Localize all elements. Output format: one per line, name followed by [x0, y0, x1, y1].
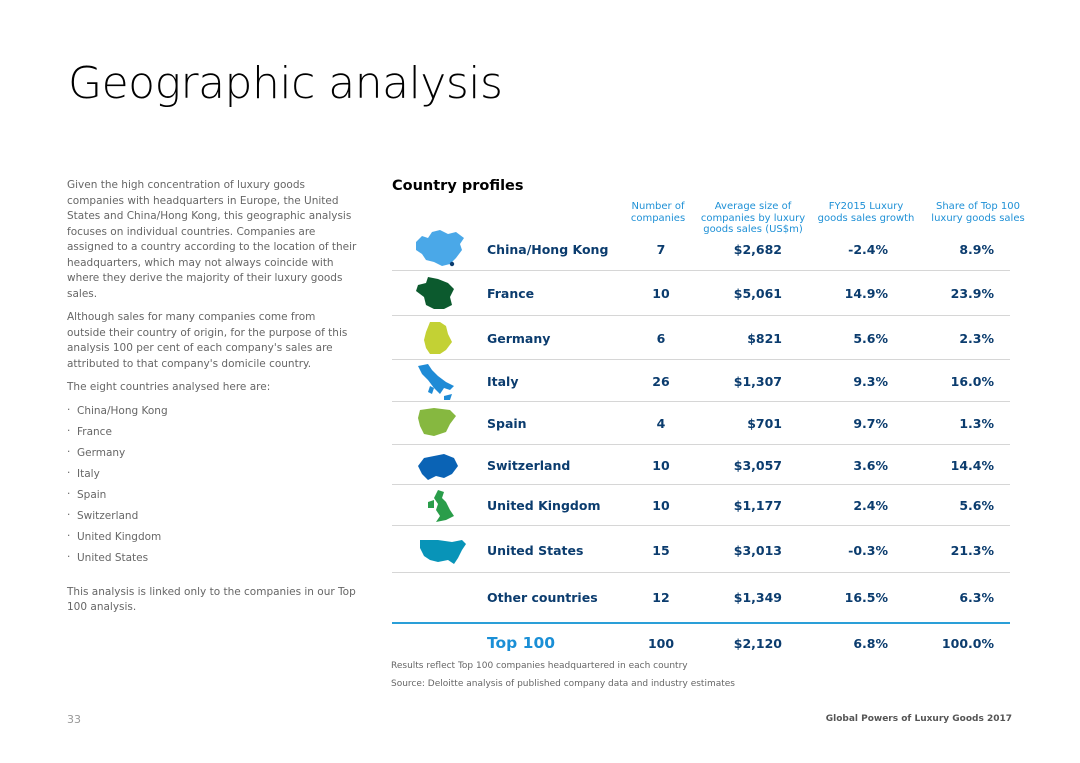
row-divider — [392, 484, 1010, 485]
list-item: · France — [67, 425, 357, 441]
sales-growth: 3.6% — [853, 458, 888, 473]
list-item: · China/Hong Kong — [67, 404, 357, 420]
table-title: Country profiles — [392, 178, 524, 194]
row-divider — [392, 359, 1010, 360]
share: 14.4% — [950, 458, 994, 473]
spain-map-icon — [416, 406, 458, 438]
sales-growth: -2.4% — [848, 242, 888, 257]
list-item: · United States — [67, 551, 357, 567]
country-name: Germany — [487, 331, 551, 346]
share: 8.9% — [959, 242, 994, 257]
number-of-companies: 10 — [652, 498, 670, 513]
total-number-of-companies: 100 — [647, 636, 675, 651]
sales-growth: 14.9% — [844, 286, 888, 301]
country-name: United Kingdom — [487, 498, 601, 513]
header-number-of-companies: Number of companies — [630, 201, 686, 224]
country-name: Spain — [487, 416, 527, 431]
intro-text — [67, 178, 357, 624]
number-of-companies: 7 — [656, 242, 666, 257]
total-share: 100.0% — [941, 636, 994, 651]
row-divider — [392, 572, 1010, 573]
country-name: United States — [487, 543, 584, 558]
row-divider — [392, 315, 1010, 316]
sales-growth: 9.3% — [853, 374, 888, 389]
china-map-icon — [414, 228, 466, 268]
average-size: $1,177 — [733, 498, 782, 513]
sales-growth: 2.4% — [853, 498, 888, 513]
table-note: Results reflect Top 100 companies headquartered in each country — [391, 661, 688, 671]
list-item: · United Kingdom — [67, 530, 357, 546]
country-name: Italy — [487, 374, 519, 389]
number-of-companies: 4 — [656, 416, 666, 431]
number-of-companies: 6 — [656, 331, 666, 346]
share: 1.3% — [959, 416, 994, 431]
share: 16.0% — [950, 374, 994, 389]
germany-map-icon — [420, 320, 456, 356]
intro-paragraph-2: Although sales for many companies come from outside their country of origin, for the purpose of this analysis 100 per cent of each company's sales are attributed to that company's domicile country. — [67, 311, 348, 370]
list-item: · Italy — [67, 467, 357, 483]
country-list — [67, 404, 357, 567]
total-divider — [392, 622, 1010, 624]
row-divider — [392, 401, 1010, 402]
average-size: $1,349 — [733, 590, 782, 605]
number-of-companies: 15 — [652, 543, 670, 558]
switzerland-map-icon — [416, 452, 460, 482]
page-title: Geographic analysis — [68, 58, 503, 109]
sales-growth: 5.6% — [853, 331, 888, 346]
list-item: · Spain — [67, 488, 357, 504]
share: 23.9% — [950, 286, 994, 301]
country-name: Other countries — [487, 590, 598, 605]
list-item: · Switzerland — [67, 509, 357, 525]
france-map-icon — [414, 275, 456, 311]
header-sales-growth: FY2015 Luxury goods sales growth — [817, 201, 915, 224]
list-item: · Germany — [67, 446, 357, 462]
sales-growth: 16.5% — [844, 590, 888, 605]
total-average-size: $2,120 — [733, 636, 782, 651]
row-divider — [392, 270, 1010, 271]
country-name: China/Hong Kong — [487, 242, 609, 257]
total-label: Top 100 — [487, 634, 556, 652]
average-size: $2,682 — [733, 242, 782, 257]
intro-paragraph-4: This analysis is linked only to the companies in our Top 100 analysis. — [67, 585, 356, 614]
table-source: Source: Deloitte analysis of published company data and industry estimates — [391, 679, 735, 689]
country-name: Switzerland — [487, 458, 571, 473]
share: 21.3% — [950, 543, 994, 558]
publication-title: Global Powers of Luxury Goods 2017 — [825, 714, 1012, 724]
page-number: 33 — [67, 713, 81, 726]
italy-map-icon — [414, 362, 460, 402]
sales-growth: 9.7% — [853, 416, 888, 431]
share: 5.6% — [959, 498, 994, 513]
country-name: France — [487, 286, 535, 301]
header-share: Share of Top 100 luxury goods sales — [931, 201, 1025, 224]
intro-paragraph-1: Given the high concentration of luxury goods companies with headquarters in Europe, the United States and China/Hong Kong, this geographic analysis focuses on individual countries. Companies are assigned to a country according to the location of their headquarters, which may not always coincide with where they derive the majority of their luxury goods sales. — [67, 179, 357, 300]
number-of-companies: 12 — [652, 590, 670, 605]
share: 6.3% — [959, 590, 994, 605]
sales-growth: -0.3% — [848, 543, 888, 558]
header-average-size: Average size of companies by luxury goods sales (US$m) — [700, 201, 806, 235]
number-of-companies: 10 — [652, 458, 670, 473]
share: 2.3% — [959, 331, 994, 346]
usa-map-icon — [418, 536, 468, 566]
average-size: $3,013 — [733, 543, 782, 558]
row-divider — [392, 525, 1010, 526]
average-size: $5,061 — [733, 286, 782, 301]
average-size: $1,307 — [733, 374, 782, 389]
average-size: $821 — [747, 331, 782, 346]
average-size: $3,057 — [733, 458, 782, 473]
number-of-companies: 26 — [652, 374, 670, 389]
total-sales-growth: 6.8% — [853, 636, 888, 651]
row-divider — [392, 444, 1010, 445]
intro-paragraph-3: The eight countries analysed here are: — [67, 381, 271, 393]
number-of-companies: 10 — [652, 286, 670, 301]
uk-map-icon — [426, 488, 456, 524]
average-size: $701 — [747, 416, 782, 431]
